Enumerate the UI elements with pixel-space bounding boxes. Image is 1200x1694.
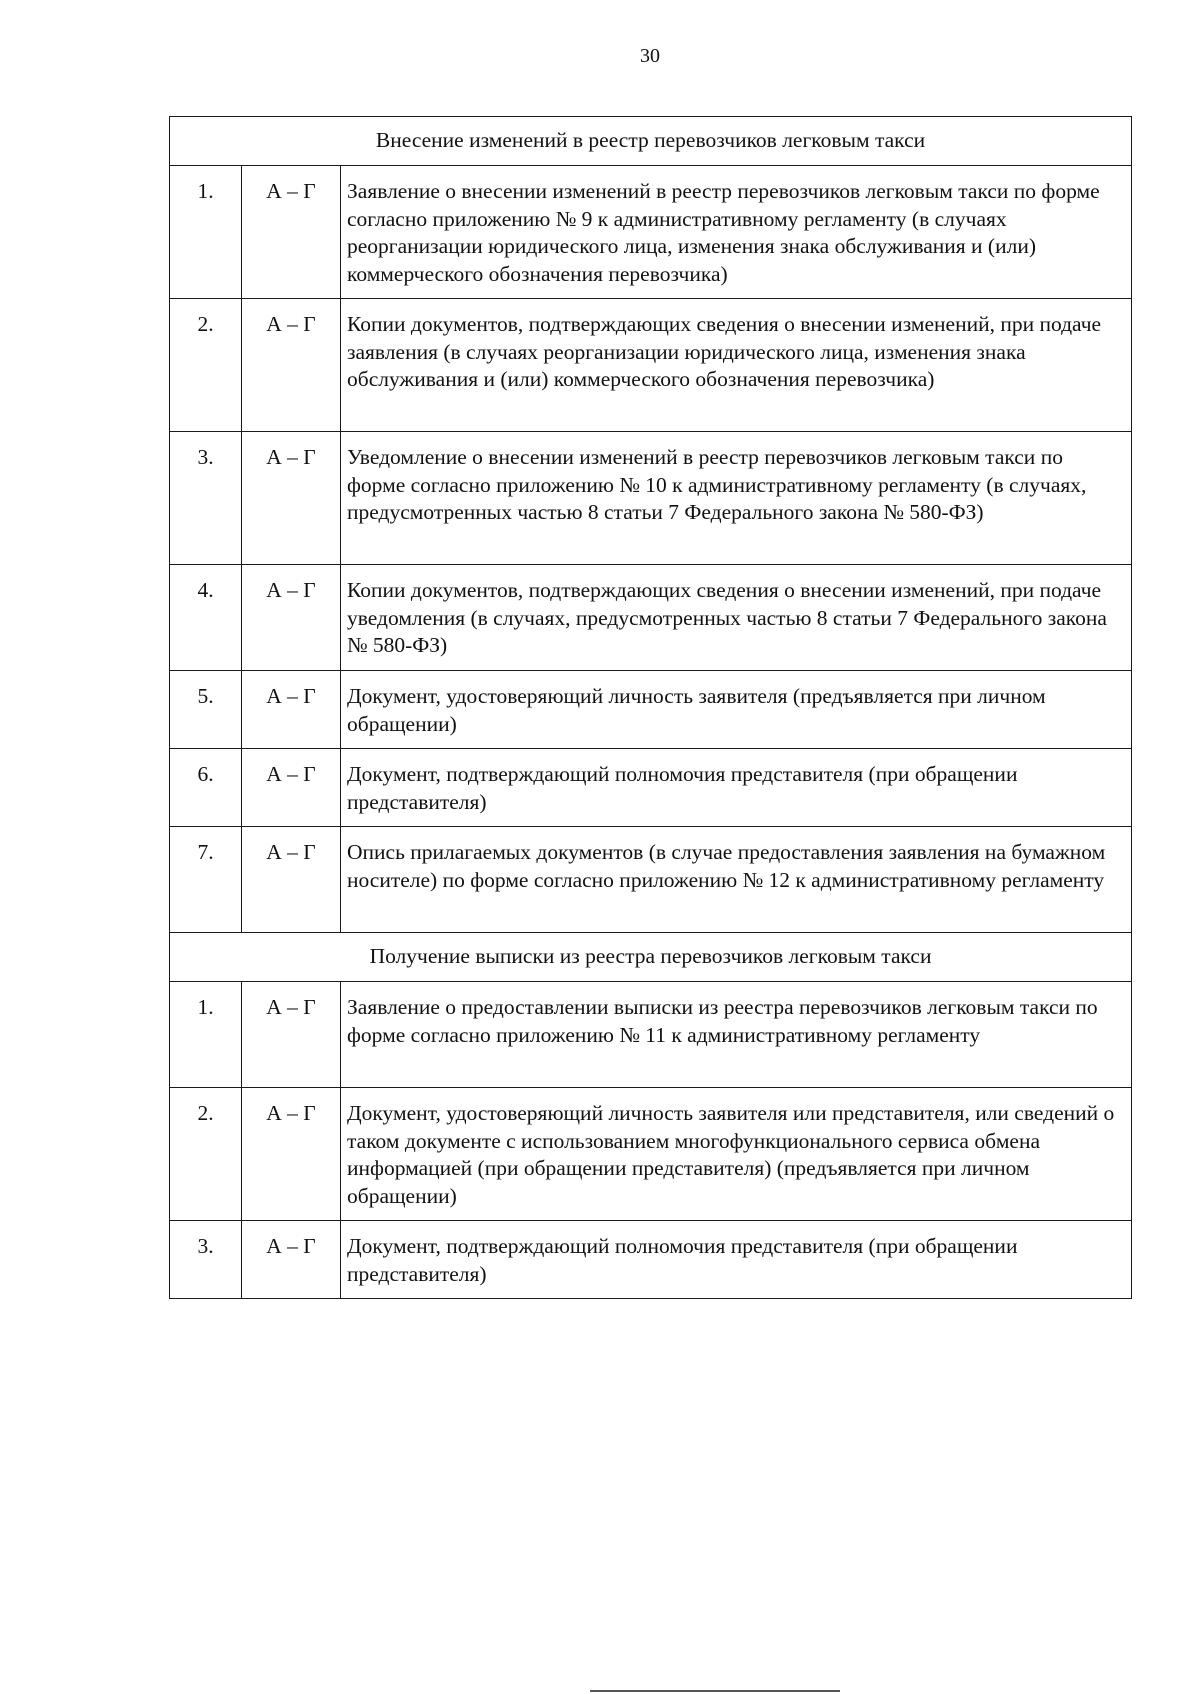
table-row	[170, 1088, 1132, 1221]
table-row	[170, 671, 1132, 749]
row-category: А – Г	[242, 827, 341, 933]
row-category: А – Г	[242, 749, 341, 827]
row-category: А – Г	[242, 982, 341, 1088]
table-row	[170, 565, 1132, 671]
row-number: 4.	[170, 565, 242, 671]
table-row	[170, 166, 1132, 299]
table-row	[170, 1221, 1132, 1299]
row-number: 1.	[170, 982, 242, 1088]
section-title: Внесение изменений в реестр перевозчиков легковым такси	[170, 117, 1132, 166]
row-category: А – Г	[242, 1088, 341, 1221]
row-text: Копии документов, подтверждающих сведения о внесении изменений, при подаче уведомления (в случаях, предусмотренных частью 8 статьи 7 Федерального закона № 580-ФЗ)	[341, 565, 1132, 671]
table-row	[170, 432, 1132, 565]
row-number: 6.	[170, 749, 242, 827]
row-text: Опись прилагаемых документов (в случае предоставления заявления на бумажном носителе) по форме согласно приложению № 12 к административному регламенту	[341, 827, 1132, 933]
row-text: Копии документов, подтверждающих сведения о внесении изменений, при подаче заявления (в случаях реорганизации юридического лица, изменения знака обслуживания и (или) коммерческого обозначения перевозчика)	[341, 299, 1132, 432]
row-category: А – Г	[242, 432, 341, 565]
row-category: А – Г	[242, 671, 341, 749]
row-text: Документ, удостоверяющий личность заявителя (предъявляется при личном обращении)	[341, 671, 1132, 749]
row-category: А – Г	[242, 299, 341, 432]
row-category: А – Г	[242, 166, 341, 299]
row-text: Документ, удостоверяющий личность заявителя или представителя, или сведений о таком документе с использованием многофункционального сервиса обмена информацией (при обращении представителя) (предъявляется при личном обращении)	[341, 1088, 1132, 1221]
row-number: 2.	[170, 1088, 242, 1221]
section-header-row	[170, 933, 1132, 982]
page-number: 30	[640, 45, 660, 67]
row-number: 7.	[170, 827, 242, 933]
row-text: Документ, подтверждающий полномочия представителя (при обращении представителя)	[341, 749, 1132, 827]
row-text: Заявление о внесении изменений в реестр перевозчиков легковым такси по форме согласно приложению № 9 к административному регламенту (в случаях реорганизации юридического лица, изменения знака обслуживания и (или) коммерческого обозначения перевозчика)	[341, 166, 1132, 299]
row-number: 3.	[170, 432, 242, 565]
table-row	[170, 827, 1132, 933]
row-category: А – Г	[242, 1221, 341, 1299]
table-row	[170, 749, 1132, 827]
row-text: Заявление о предоставлении выписки из реестра перевозчиков легковым такси по форме согласно приложению № 11 к административному регламенту	[341, 982, 1132, 1088]
row-text: Документ, подтверждающий полномочия представителя (при обращении представителя)	[341, 1221, 1132, 1299]
footer-rule	[590, 1690, 840, 1692]
row-number: 5.	[170, 671, 242, 749]
requirements-table	[169, 116, 1132, 1299]
row-number: 1.	[170, 166, 242, 299]
table-row	[170, 982, 1132, 1088]
row-number: 3.	[170, 1221, 242, 1299]
section-header-row	[170, 117, 1132, 166]
row-text: Уведомление о внесении изменений в реестр перевозчиков легковым такси по форме согласно приложению № 10 к административному регламенту (в случаях, предусмотренных частью 8 статьи 7 Федерального закона № 580-ФЗ)	[341, 432, 1132, 565]
table-row	[170, 299, 1132, 432]
row-number: 2.	[170, 299, 242, 432]
row-category: А – Г	[242, 565, 341, 671]
section-title: Получение выписки из реестра перевозчиков легковым такси	[170, 933, 1132, 982]
